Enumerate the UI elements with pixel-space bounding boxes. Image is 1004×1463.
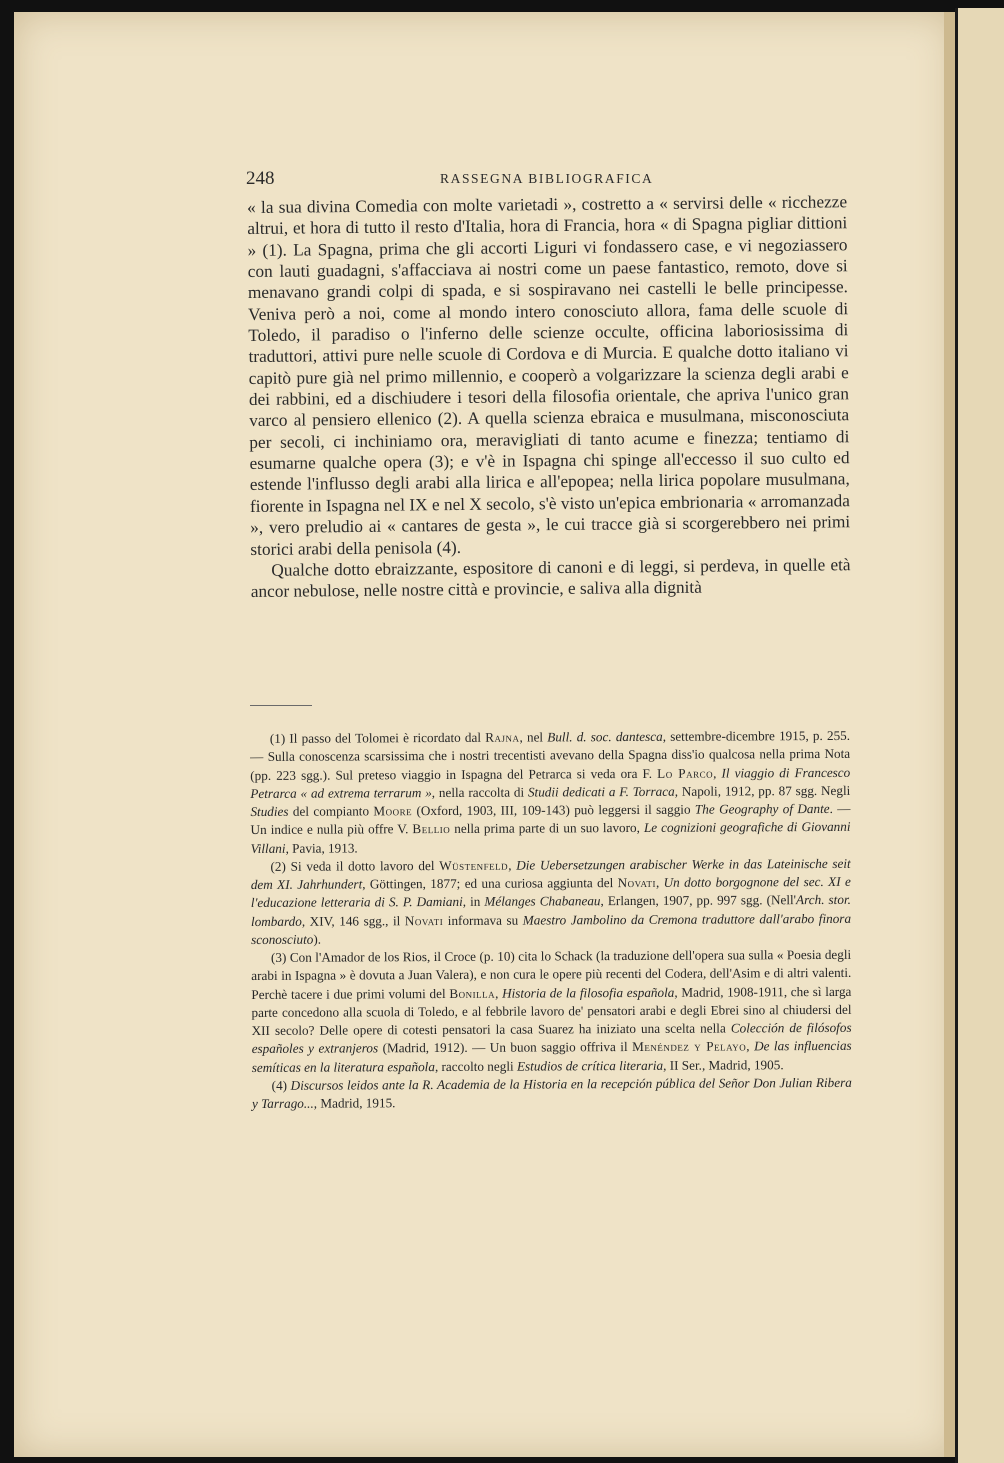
running-head: RASSEGNA BIBLIOGRAFICA <box>440 171 654 186</box>
page-number: 248 <box>246 168 275 189</box>
footnote-2: (2) Si veda il dotto lavoro del Wüstenfeld, Die Uebersetzungen arabischer Werke in das Lateinische seit dem XI. Jahrhundert, Göttingen, 1877; ed una curiosa aggiunta del Novati, Un dotto borgognone del sec. XI e l'educazione letteraria di S. P. Damiani, in Mélanges Chabaneau, Erlangen, 1907, pp. 997 sgg. (Nell'Arch. stor. lombardo, XIV, 146 sgg., il Novati informava su Maestro Jambolino da Cremona traduttore dall'arabo finora sconosciuto). <box>250 855 852 947</box>
footnote-separator <box>250 705 312 706</box>
main-text <box>247 191 851 602</box>
footnotes <box>250 727 852 1113</box>
page-header <box>240 162 856 189</box>
footnote-4: (4) Discursos leidos ante la R. Academia de la Historia en la recepción pública del Señor Don Julian Ribera y Tarrago..., Madrid, 1915. <box>251 1074 852 1111</box>
paragraph-2: Qualche dotto ebraizzante, espositore di canoni e di leggi, si perdeva, in quelle età ancor nebulose, nelle nostre città e provincie, e saliva alla dignità <box>250 555 851 602</box>
page-gutter-shadow <box>944 12 955 1457</box>
footnote-3: (3) Con l'Amador de los Rios, il Croce (p. 10) cita lo Schack (la traduzione dell'opera sua sulla « Poesia degli arabi in Ispagna » è dovuta a Juan Valera), e non cura le opere più recenti del Codera, dell'Asim e di altri valenti. Perchè tacere i due primi volumi del Bonilla, Historia de la filosofia española, Madrid, 1908-1911, che sì larga parte concedono alla scuola di Toledo, e al febbrile lavoro de' pensatori arabi e degli Ebrei sino al chiudersi del XII secolo? Delle opere di cotesti pensatori la casa Suarez ha iniziato una scelta nella Colección de filósofos españoles y extranjeros (Madrid, 1912). — Un buon saggio offriva il Menéndez y Pelayo, De las influencias semíticas en la literatura española, raccolto negli Estudios de crítica literaria, II Ser., Madrid, 1905. <box>251 946 852 1075</box>
next-page-edge <box>955 8 1004 1463</box>
paragraph-1: « la sua divina Comedia con molte varietadi », costretto a « servirsi delle « ricchezze altrui, et hora di tutto il resto d'Italia, hora di Francia, hora « di Spagna pigliar dittioni » (1). La Spagna, prima che gli accorti Liguri vi fondassero case, e vi negoziassero con lauti guadagni, s'affacciava ai nostri come un paese fantastico, remoto, dove si menavano grandi colpi di spada, e si sospiravano nei castelli le belle principesse. Veniva però a noi, come al mondo intero conosciuto allora, fama delle scuole di Toledo, il paradiso o l'inferno delle scienze occulte, officina laboriosissima di traduttori, attivi pure nelle scuole di Cordova e di Murcia. E qualche dotto italiano vi capitò pure già nel primo millennio, e cooperò a volgarizzare la scienza degli arabi e dei rabbini, ed a dischiudere i tesori della filosofia orientale, che apriva l'unico gran varco al pensiero ellenico (2). A quella scienza ebraica e musulmana, misconosciuta per secoli, ci inchiniamo ora, meravigliati di tanto acume e finezza; tentiamo di esumarne qualche opera (3); e v'è in Ispagna chi spinge all'eccesso il suo culto ed estende l'influsso degli arabi alla lirica e all'epopea; nella lirica popolare musulmana, fiorente in Ispagna nel IX e nel X secolo, s'è visto un'epica embrionaria « arromanzada », vero preludio ai « cantares de gesta », le cui tracce già si scorgerebbero nei primi storici arabi della penisola (4). <box>247 192 851 559</box>
footnote-1: (1) Il passo del Tolomei è ricordato dal Rajna, nel Bull. d. soc. dantesca, settembre-dicembre 1915, p. 255. — Sulla conoscenza scarsissima che i nostri trecentisti avevano della Spagna diss'io qualcosa nella prima Nota (pp. 223 sgg.). Sul preteso viaggio in Ispagna del Petrarca si veda ora F. Lo Parco, Il viaggio di Francesco Petrarca « ad extrema terrarum », nella raccolta di Studii dedicati a F. Torraca, Napoli, 1912, pp. 87 sgg. Negli Studies del compianto Moore (Oxford, 1903, III, 109-143) può leggersi il saggio The Geography of Dante. — Un indice e nulla più offre V. Bellio nella prima parte di un suo lavoro, Le cognizioni geografiche di Giovanni Villani, Pavia, 1913. <box>250 727 851 856</box>
